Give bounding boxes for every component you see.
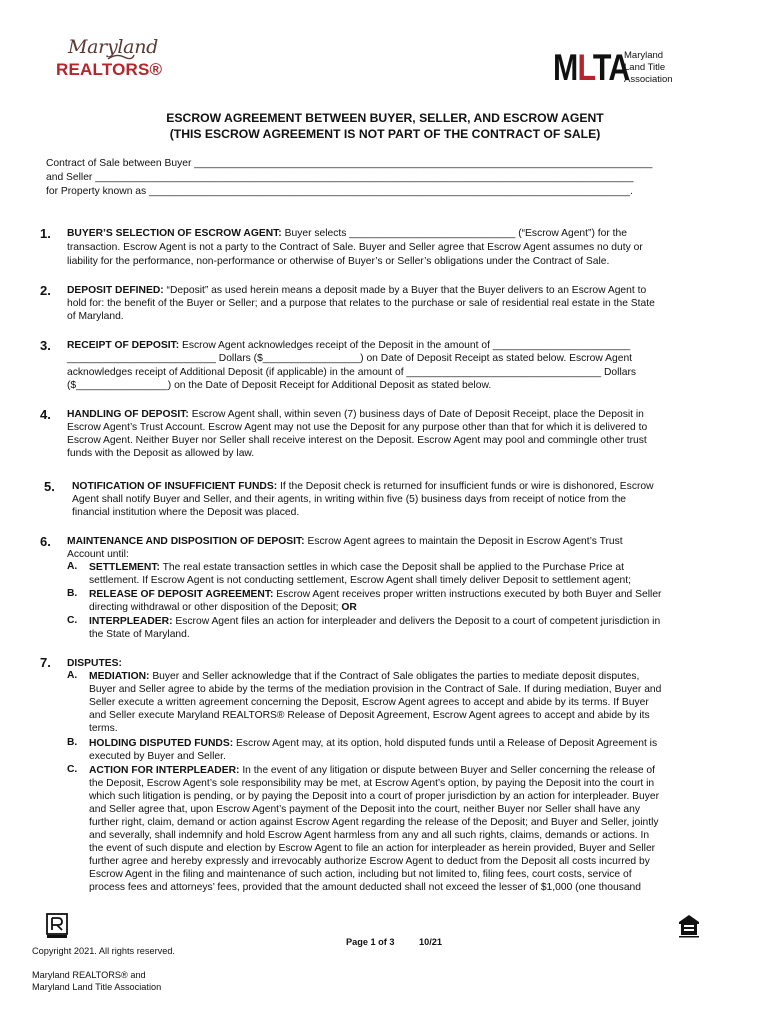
section-7c-line: and severally, shall indemnify and hold Escrow Agent harmless from any and all such rights, claims, demands or actions. In — [89, 830, 650, 841]
subsection-heading: SETTLEMENT: — [89, 562, 160, 573]
mlta-sub-line: Land Title — [624, 62, 666, 73]
subsection-letter: C. — [67, 615, 78, 626]
section-2-line: of Maryland. — [67, 311, 124, 322]
section-text: Escrow Agent acknowledges receipt of the Deposit in the amount of ________________________ — [179, 340, 631, 351]
logo-realtors-text: REALTORS® — [56, 60, 163, 79]
intro-buyer-line[interactable]: Contract of Sale between Buyer ________________________________________________________________________________ — [46, 158, 653, 169]
section-6-line: Account until: — [67, 549, 129, 560]
section-5-line: Agent shall notify Buyer and Seller, and their agents, in writing within five (5) business days from receipt of notice from the — [72, 494, 627, 505]
section-3-line: __________________________ Dollars ($_________________) on Date of Deposit Receipt as stated below. Escrow Agent — [67, 353, 633, 364]
footer-org-line: Maryland REALTORS® and — [32, 970, 146, 980]
equal-housing-icon — [678, 914, 700, 938]
subsection-text: Escrow Agent may, at its option, hold disputed funds until a Release of Deposit Agreement is — [233, 738, 658, 749]
section-2-line — [67, 284, 646, 297]
section-7-heading — [67, 657, 122, 670]
section-4-line — [67, 408, 644, 421]
subsection-heading: HOLDING DISPUTED FUNDS: — [89, 738, 234, 749]
mlta-sub-line: Association — [624, 74, 673, 85]
subsection-text: Escrow Agent files an action for interpleader and delivers the Deposit to a court of competent jurisdiction in — [172, 616, 661, 627]
or-keyword: OR — [341, 602, 357, 613]
section-7c-line: which such litigation is pending, or by paying the Deposit into a court of proper jurisdiction by an action for interpleader. Buyer — [89, 791, 660, 802]
section-heading: RECEIPT OF DEPOSIT: — [67, 340, 180, 351]
section-2-line: hold for: the benefit of the Buyer or Seller; and a purpose that relates to the purchase or sale of residential real estate in the State — [67, 298, 655, 309]
page-number: Page 1 of 3 — [346, 937, 395, 947]
section-7a-line: terms. — [89, 723, 118, 734]
section-7c-line: the event of such dispute and election by Escrow Agent to file an action for interpleader as herein provided, Buyer and Seller — [89, 843, 656, 854]
section-heading: NOTIFICATION OF INSUFFICIENT FUNDS: — [72, 481, 278, 492]
section-3-line — [67, 339, 630, 352]
section-7b-line: executed by Buyer and Seller. — [89, 751, 226, 762]
section-1-line: transaction. Escrow Agent is not a party to the Contract of Sale. Buyer and Seller agree that Escrow Agent assumes no duty or — [67, 242, 643, 253]
form-date: 10/21 — [419, 937, 442, 947]
subsection-heading: INTERPLEADER: — [89, 616, 173, 627]
section-number: 5. — [44, 479, 55, 494]
section-3-line: acknowledges receipt of Additional Deposit (if applicable) in the amount of __________________________________ Dollars — [67, 367, 637, 378]
section-number: 4. — [40, 407, 51, 422]
mlta-logo — [553, 48, 683, 94]
section-6a-line — [89, 561, 624, 574]
section-7c-line: the Deposit, Escrow Agent’s sole responsibility may be met, at Escrow Agent’s option, by paying the Deposit into the court in — [89, 778, 655, 789]
section-heading: DEPOSIT DEFINED: — [67, 285, 164, 296]
section-text: Escrow Agent agrees to maintain the Deposit in Escrow Agent’s Trust — [304, 536, 623, 547]
section-4-line: Escrow Agent. Neither Buyer nor Seller shall receive interest on the Deposit. Escrow Agent may pool and commingle other trust — [67, 435, 647, 446]
section-7a-line — [89, 670, 639, 683]
section-text: If the Deposit check is returned for insufficient funds or wire is dishonored, Escrow — [277, 481, 654, 492]
subsection-letter: A. — [67, 670, 78, 681]
subsection-text: In the event of any litigation or dispute between Buyer and Seller concerning the release of — [239, 765, 656, 776]
section-1-line: liability for the performance, non-performance or otherwise of Buyer’s or Seller’s obligations under the Contract of Sale. — [67, 256, 610, 267]
section-7c-line: Escrow Agent in the filing and maintenance of such action, including but not limited to, filing fees, court costs, service of — [89, 869, 632, 880]
section-number: 6. — [40, 534, 51, 549]
section-7c-line: further agree and hereby expressly and irrevocably authorize Escrow Agent to deduct from the Deposit all costs incurred by — [89, 856, 650, 867]
section-6c-line: the State of Maryland. — [89, 629, 190, 640]
mlta-subtitle — [624, 50, 673, 86]
section-7a-line: and Seller execute Maryland REALTORS® Release of Deposit Agreement, Escrow Agent agrees to accept and abide by its — [89, 710, 650, 721]
section-4-line: funds with the Deposit as allowed by law. — [67, 448, 255, 459]
subsection-heading: ACTION FOR INTERPLEADER: — [89, 765, 240, 776]
footer-org-line: Maryland Land Title Association — [32, 982, 162, 992]
section-number: 2. — [40, 283, 51, 298]
subsection-text: directing withdrawal or other disposition of the Deposit; — [89, 602, 342, 613]
section-3-line: ($________________) on the Date of Deposit Receipt for Additional Deposit as stated below. — [67, 380, 492, 391]
logo-script-text: Maryland — [68, 36, 159, 58]
subsection-text: Buyer and Seller acknowledge that if the Contract of Sale obligates the parties to mediate deposit disputes, — [149, 671, 640, 682]
section-heading: BUYER’S SELECTION OF ESCROW AGENT: — [67, 228, 282, 239]
title-line-2: (THIS ESCROW AGREEMENT IS NOT PART OF THE CONTRACT OF SALE) — [169, 127, 601, 141]
section-5-line: financial institution where the Deposit was placed. — [72, 507, 300, 518]
section-5-line — [72, 480, 654, 493]
section-7b-line — [89, 737, 657, 750]
section-text: Escrow Agent shall, within seven (7) business days of Date of Deposit Receipt, place the Deposit in — [188, 409, 644, 420]
section-6b-line — [89, 601, 357, 614]
mlta-sub-line: Maryland — [624, 50, 664, 61]
section-4-line: Escrow Agent’s Trust Account. Escrow Agent may not use the Deposit for any purpose other than that for which it is delivered to — [67, 422, 648, 433]
subsection-letter: B. — [67, 737, 78, 748]
subsection-letter: C. — [67, 764, 78, 775]
copyright-text: Copyright 2021. All rights reserved. — [32, 946, 175, 956]
section-7a-line: Seller execute a written agreement concerning the Deposit, Escrow Agent agrees to accept and abide by its terms. If Buyer — [89, 697, 649, 708]
section-text: Buyer selects _____________________________ (“Escrow Agent”) for the — [281, 228, 627, 239]
subsection-heading: RELEASE OF DEPOSIT AGREEMENT: — [89, 589, 274, 600]
section-6-line — [67, 535, 623, 548]
section-7c-line: further right, claim, demand or action against Escrow Agent regarding the release of the Deposit; and Buyer and Seller, jointly — [89, 817, 659, 828]
maryland-realtors-logo — [50, 36, 163, 84]
section-7c-line: and Seller agree that, upon Escrow Agent’s payment of the Deposit into the court, neither Buyer nor Seller shall have any — [89, 804, 641, 815]
section-heading: MAINTENANCE AND DISPOSITION OF DEPOSIT: — [67, 536, 305, 547]
document-title — [0, 110, 770, 142]
subsection-text: The real estate transaction settles in which case the Deposit shall be applied to the Purchase Price at — [159, 562, 624, 573]
section-7a-line: Buyer and Seller agree to abide by the terms of the mediation provision in the Contract of Sale. If during mediation, Buyer and — [89, 684, 662, 695]
section-heading: DISPUTES: — [67, 658, 122, 669]
title-line-1: ESCROW AGREEMENT BETWEEN BUYER, SELLER, AND ESCROW AGENT — [166, 111, 604, 125]
mlta-mark: MLTA — [553, 47, 630, 88]
subsection-heading: MEDIATION: — [89, 671, 150, 682]
intro-property-line[interactable]: for Property known as ____________________________________________________________________________________. — [46, 186, 633, 197]
section-number: 1. — [40, 226, 51, 241]
subsection-letter: B. — [67, 588, 78, 599]
realtor-r-icon — [46, 913, 68, 939]
section-6b-line — [89, 588, 661, 601]
subsection-text: Escrow Agent receives proper written instructions executed by both Buyer and Seller — [273, 589, 662, 600]
section-heading: HANDLING OF DEPOSIT: — [67, 409, 189, 420]
section-7c-line: process fees and attorneys’ fees, provided that the amount deducted shall not exceed the lesser of $1,000 (one thousand — [89, 882, 642, 893]
section-7c-line — [89, 764, 655, 777]
section-number: 3. — [40, 338, 51, 353]
section-number: 7. — [40, 655, 51, 670]
section-text: “Deposit” as used herein means a deposit made by a Buyer that the Buyer delivers to an Escrow Agent to — [163, 285, 647, 296]
section-1-line — [67, 227, 627, 240]
section-6c-line — [89, 615, 660, 628]
section-6a-line: settlement. If Escrow Agent is not conducting settlement, Escrow Agent shall timely deliver Deposit to settlement agent; — [89, 575, 631, 586]
intro-seller-line[interactable]: and Seller ______________________________________________________________________________________________ — [46, 172, 634, 183]
subsection-letter: A. — [67, 561, 78, 572]
